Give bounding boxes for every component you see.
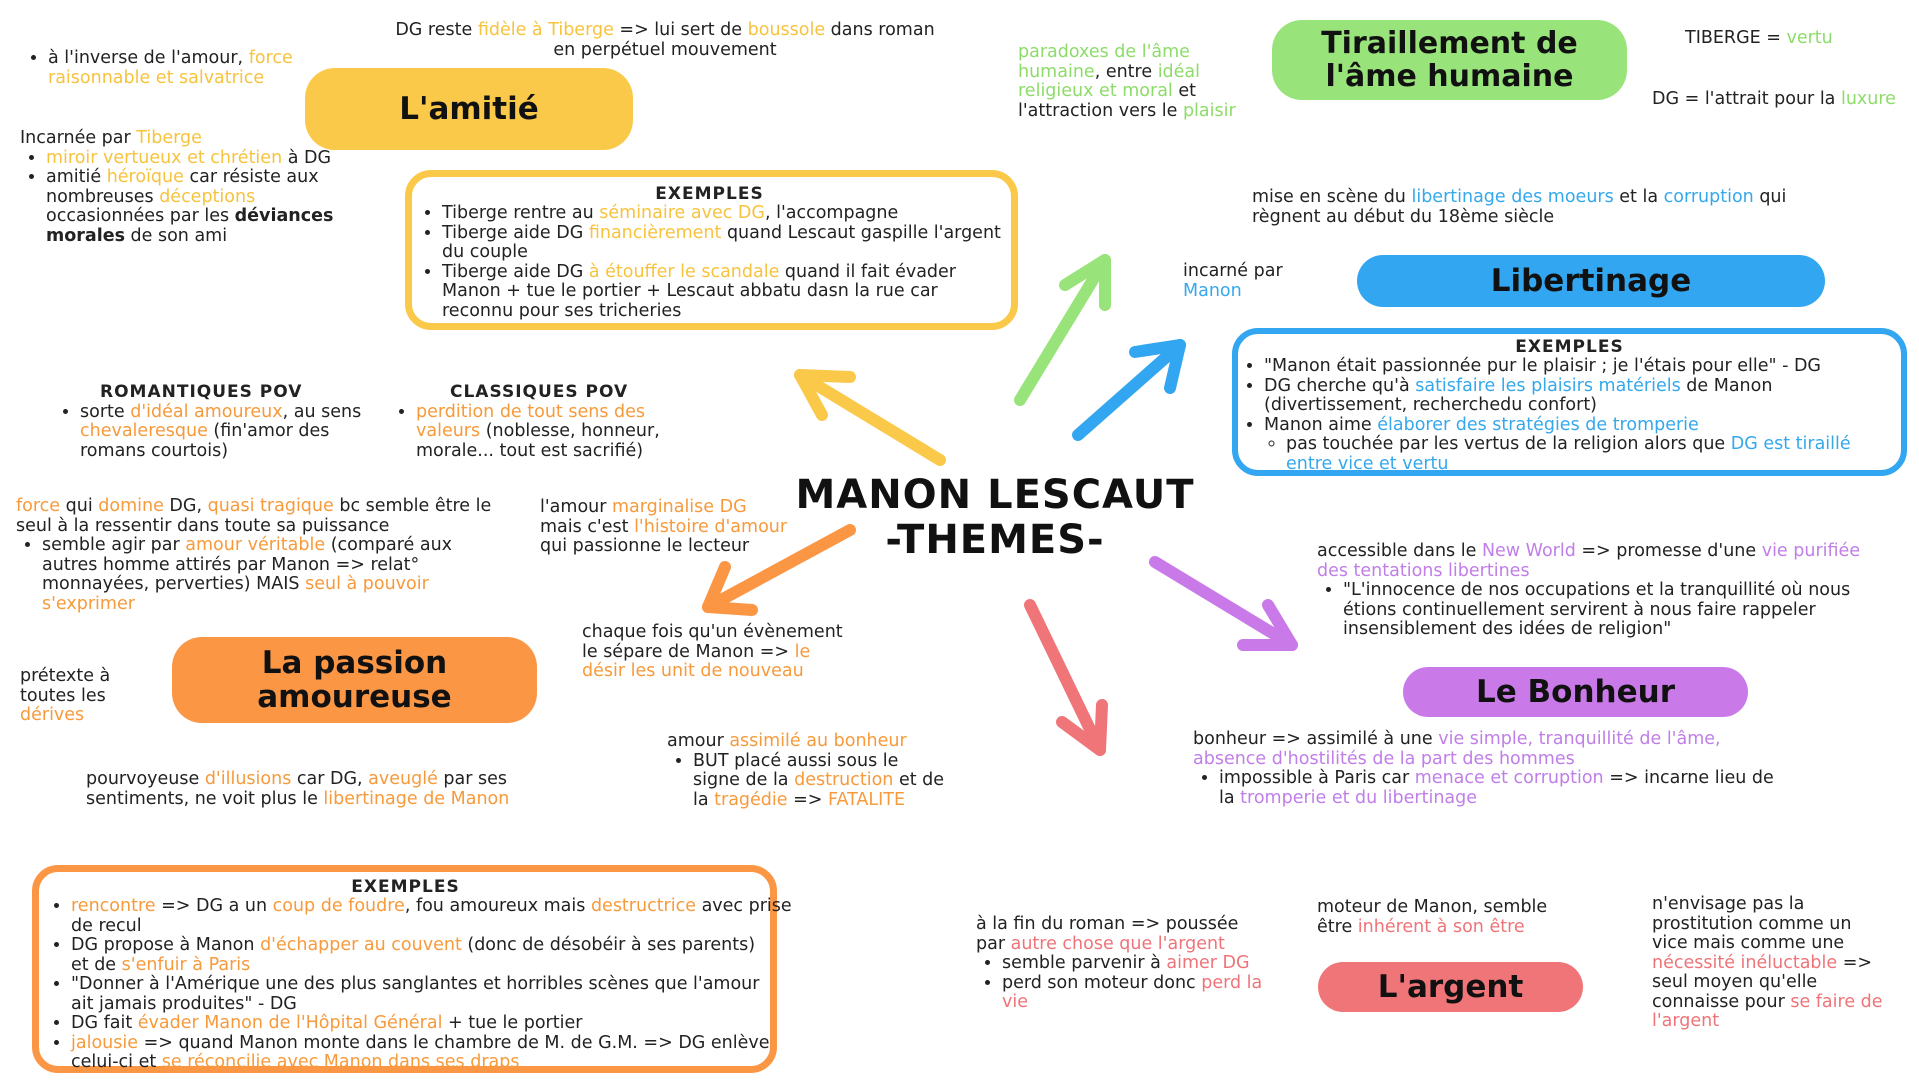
main-title-line1: MANON LESCAUT [795, 472, 1195, 518]
bonheur-pill: Le Bonheur [1403, 667, 1748, 717]
highlight: force [16, 496, 61, 516]
amitie-inverse [22, 49, 322, 88]
passion-chaque-fois [582, 623, 847, 682]
highlight: rencontre [71, 896, 156, 916]
highlight: vertu [1786, 28, 1833, 48]
highlight: seul à pouvoir s'exprimer [42, 574, 429, 614]
text-run: + tue le portier [442, 1013, 583, 1033]
list-item [71, 936, 771, 975]
tiraillement-paradoxes [1018, 43, 1268, 121]
text-run: DG fait [71, 1013, 138, 1033]
highlight: destruction [794, 770, 894, 790]
highlight: se faire de l'argent [1652, 991, 1883, 1031]
text-run: pourvoyeuse [86, 769, 205, 789]
text-run: => DG a un [155, 896, 273, 916]
arrow-libertinage [1078, 345, 1180, 435]
text-run: , l'accompagne [764, 203, 899, 223]
text-run: de son ami [124, 225, 228, 246]
highlight: inhérent à son être [1357, 916, 1525, 937]
text-run: , au sens [282, 401, 362, 422]
highlight: libertinage des moeurs [1411, 187, 1614, 207]
highlight: tragédie [714, 789, 788, 810]
amitie-incarnee [20, 129, 350, 246]
libertinage-pill: Libertinage [1357, 255, 1825, 307]
text-run: => lui sert de [613, 20, 748, 40]
passion-marginalise [540, 498, 790, 557]
highlight: à étouffer le scandale [588, 261, 780, 282]
text-run: avec prise de recul [71, 896, 792, 936]
highlight: fidèle à Tiberge [477, 20, 614, 40]
text-run: l'amour [540, 497, 612, 517]
text-run: Tiberge aide DG [442, 222, 589, 243]
highlight: force raisonnable et salvatrice [48, 48, 293, 88]
highlight: héroïque [106, 167, 184, 187]
highlight: paradoxes de l'âme humaine [1018, 42, 1190, 82]
text-run: de Manon (divertissement, recherchedu confort) [1264, 375, 1773, 415]
highlight: évader Manon de l'Hôpital Général [137, 1013, 443, 1033]
list-item [1219, 769, 1793, 808]
highlight: New World [1481, 541, 1576, 561]
text-run: mise en scène du [1252, 187, 1412, 207]
list-item [71, 897, 817, 936]
text-run: car résiste aux nombreuses [46, 167, 319, 207]
text-run: Tiberge rentre au [442, 203, 600, 223]
tiraillement-tiberge [1685, 29, 1905, 49]
text-run: => promesse d'une [1575, 541, 1762, 561]
highlight: luxure [1840, 89, 1896, 109]
main-title-line2: -THEMES- [885, 517, 1105, 563]
main-title [790, 473, 1200, 563]
text-run: chaque fois qu'un évènement le sépare de Manon => [582, 622, 843, 662]
romantiques-title: ROMANTIQUES POV [100, 382, 303, 402]
text-run: n'envisage pas la prostitution comme un vice mais comme une [1652, 894, 1852, 953]
list-item [42, 536, 501, 614]
amitie-boussole [395, 21, 935, 60]
romantiques-pov [54, 383, 384, 461]
text-run: (comparé aux autres homme attirés par Manon => relat° monnayées, perverties) MAIS [42, 535, 453, 594]
highlight: idéal religieux et moral [1018, 61, 1201, 101]
text-run: impossible à Paris car [1219, 768, 1415, 788]
libertinage-mise-en-scene [1252, 188, 1852, 227]
text-run: quand Lescaut gaspille l'argent du couple [442, 222, 1001, 262]
highlight: boussole [747, 20, 826, 40]
arrow-bonheur [1155, 562, 1292, 645]
text-run: à la fin du roman => poussée par [976, 914, 1239, 954]
list-item [1343, 581, 1877, 640]
arrow-amitie [800, 375, 940, 460]
list-item [71, 1014, 817, 1034]
text-run: , entre [1094, 61, 1158, 82]
text-run: "Donner à l'Amérique une des plus sanglantes et horribles scènes que l'amour ait jamais produites" - DG [71, 974, 760, 1014]
libertinage-exemples-list [1246, 357, 1893, 474]
passion-exemples-list [47, 897, 817, 1073]
text-run: moteur de Manon, semble être [1317, 897, 1548, 937]
text-run: qui [60, 496, 99, 516]
text-run: semble agir par [42, 535, 186, 555]
text-run: amitié [46, 167, 107, 187]
highlight: vie simple, tranquillité de l'âme, absence d'hostilités de la part des hommes [1193, 729, 1721, 769]
highlight: destructrice [590, 896, 697, 916]
list-item [1264, 357, 1893, 377]
text-run: car DG, [291, 769, 369, 789]
highlight: corruption [1663, 187, 1754, 207]
highlight: coup de foudre [272, 896, 405, 916]
text-run: et de la [693, 770, 945, 810]
bonheur-accessible [1317, 542, 1877, 640]
passion-pill: La passion amoureuse [172, 637, 537, 723]
text-run: DG, [163, 496, 208, 516]
text-run: quand il fait évader Manon + tue le portier + Lescaut abbatu dasn la rue car reconnu pour ses tricheries [442, 261, 956, 321]
text-run: "L'innocence de nos occupations et la tranquillité où nous étions continuellement servirent à nous faire rappeler insensiblement des idées de religion" [1343, 580, 1851, 639]
tiraillement-dg [1652, 90, 1917, 110]
text-run: bonheur => assimilé à une [1193, 729, 1439, 749]
text-run: => quand Manon monte dans le chambre de M. de G.M. => DG enlève celui-ci et [71, 1032, 770, 1072]
text-run: TIBERGE = [1685, 28, 1787, 48]
text-run: bc semble être le seul à la ressentir dans toute sa puissance [16, 496, 492, 536]
highlight: aveuglé [368, 769, 438, 789]
text-run: occasionnées par les [46, 206, 235, 226]
text-run: DG propose à Manon [71, 935, 261, 955]
arrow-argent [1030, 605, 1102, 750]
highlight: s'enfuir à Paris [121, 954, 251, 975]
argent-prostitution [1652, 895, 1892, 1032]
text-run: (donc de désobéir à ses parents) et de [71, 935, 756, 975]
list-item [80, 403, 384, 462]
text-run: et la [1613, 187, 1664, 207]
argent-moteur [1317, 898, 1577, 937]
arrow-tiraillement [1020, 260, 1105, 400]
text-run: Manon aime [1264, 414, 1378, 435]
text-run: => [787, 789, 829, 810]
passion-assimile [667, 732, 947, 810]
highlight: l'histoire d'amour [634, 516, 788, 537]
list-item [1002, 954, 1266, 974]
text-run: qui règnent au début du 18ème siècle [1252, 187, 1787, 227]
highlight: dérives [20, 705, 85, 725]
list-item [1286, 435, 1893, 474]
text-run: DG reste [395, 20, 478, 40]
highlight: financièrement [588, 222, 722, 243]
text-run: incarné par [1183, 261, 1283, 281]
highlight: marginalise DG [612, 497, 747, 517]
text-run: par ses sentiments, ne voit plus le [86, 769, 507, 809]
highlight: FATALITE [828, 789, 906, 810]
highlight: Manon [1183, 280, 1242, 301]
highlight: d'échapper au couvent [260, 935, 462, 955]
list-item [71, 1034, 771, 1073]
list-item [442, 204, 1001, 224]
highlight: le désir les unit de nouveau [582, 641, 811, 681]
highlight: domine [98, 496, 164, 516]
libertinage-exemples-box [1232, 328, 1907, 476]
text-run: amour [667, 731, 730, 751]
text-run: (noblesse, honneur, morale... tout est sacrifié) [416, 421, 660, 461]
text-run: qui passionne le lecteur [540, 536, 750, 556]
highlight: chevaleresque [80, 421, 208, 441]
highlight: se réconcilie avec Manon dans ses draps [161, 1052, 520, 1072]
list-item [416, 403, 710, 462]
text-run: => incarne lieu de la [1219, 768, 1774, 808]
list-item [1002, 974, 1266, 1013]
bold-term: déviances morales [46, 206, 334, 246]
highlight: satisfaire les plaisirs matériels [1415, 375, 1681, 396]
libertinage-incarne [1183, 262, 1293, 301]
text-run: pas touchée par les vertus de la religion alors que [1286, 434, 1731, 454]
text-run: BUT placé aussi sous le signe de la [693, 750, 899, 790]
list-item [46, 168, 350, 246]
highlight: jalousie [71, 1032, 138, 1053]
highlight: déceptions [159, 186, 256, 207]
text-run: dans roman en perpétuel mouvement [553, 20, 935, 60]
passion-pretexte [20, 667, 150, 726]
text-run: mais c'est [540, 516, 635, 537]
highlight: perd la vie [1002, 972, 1263, 1012]
text-run: à DG [282, 147, 332, 168]
text-run: semble parvenir à [1002, 953, 1167, 973]
highlight: d'idéal amoureux [130, 401, 283, 422]
highlight: vie purifiée des tentations libertines [1317, 541, 1861, 581]
highlight: amour véritable [185, 535, 326, 555]
text-run: , fou amoureux mais [404, 896, 591, 916]
highlight: miroir vertueux et chrétien [46, 147, 283, 168]
text-run: accessible dans le [1317, 541, 1482, 561]
exemples-title: EXEMPLES [655, 184, 764, 204]
highlight: quasi tragique [207, 496, 334, 516]
highlight: menace et corruption [1414, 768, 1604, 788]
highlight: nécessité inéluctable [1652, 952, 1838, 973]
bonheur-assimile [1193, 730, 1793, 808]
passion-pourvoyeuse [86, 770, 606, 809]
list-item [1264, 416, 1893, 475]
highlight: d'illusions [204, 769, 292, 789]
text-run: (fin'amor des romans courtois) [80, 421, 330, 461]
classiques-title: CLASSIQUES POV [450, 382, 629, 402]
exemples-title: EXEMPLES [351, 877, 460, 897]
text-run: Incarnée par [20, 128, 137, 148]
text-run: prétexte à toutes les [20, 666, 111, 706]
highlight: autre chose que l'argent [1010, 933, 1225, 954]
text-run: DG = l'attrait pour la [1652, 89, 1841, 109]
list-item [442, 224, 1001, 263]
amitie-exemples-list [418, 204, 1001, 321]
list-item [71, 975, 771, 1014]
text-run: à l'inverse de l'amour, [48, 48, 249, 68]
highlight: élaborer des stratégies de tromperie [1377, 414, 1699, 435]
amitie-exemples-box [405, 170, 1018, 330]
highlight: séminaire avec DG [599, 203, 765, 223]
highlight: aimer DG [1166, 953, 1250, 973]
passion-exemples-box [32, 865, 792, 1073]
amitie-pill: L'amitié [305, 68, 633, 150]
highlight: plaisir [1182, 100, 1236, 121]
text-run: sorte [80, 401, 131, 422]
highlight: libertinage de Manon [323, 788, 510, 809]
list-item [46, 149, 350, 169]
text-run: Tiberge aide DG [442, 261, 589, 282]
list-item [693, 752, 947, 811]
list-item [1264, 377, 1893, 416]
classiques-pov [390, 383, 710, 461]
exemples-title: EXEMPLES [1515, 337, 1624, 357]
passion-force [16, 497, 501, 614]
text-run: DG cherche qu'à [1264, 375, 1416, 396]
list-item [48, 49, 322, 88]
highlight: assimilé au bonheur [729, 731, 907, 751]
text-run: et l'attraction vers le [1018, 81, 1196, 121]
highlight: tromperie et du libertinage [1240, 787, 1478, 808]
highlight: DG est tiraillé entre vice et vertu [1286, 434, 1851, 474]
text-run: => seul moyen qu'elle connaisse pour [1652, 952, 1873, 1012]
argent-fin [976, 915, 1266, 1013]
highlight: perdition de tout sens des valeurs [416, 401, 645, 441]
text-run: perd son moteur donc [1002, 972, 1202, 993]
text-run: "Manon était passionnée pur le plaisir ; je l'étais pour elle" - DG [1264, 356, 1821, 376]
highlight: Tiberge [136, 128, 202, 148]
list-item [442, 263, 1001, 322]
tiraillement-pill: Tiraillement de l'âme humaine [1272, 20, 1627, 100]
argent-pill: L'argent [1318, 962, 1583, 1012]
